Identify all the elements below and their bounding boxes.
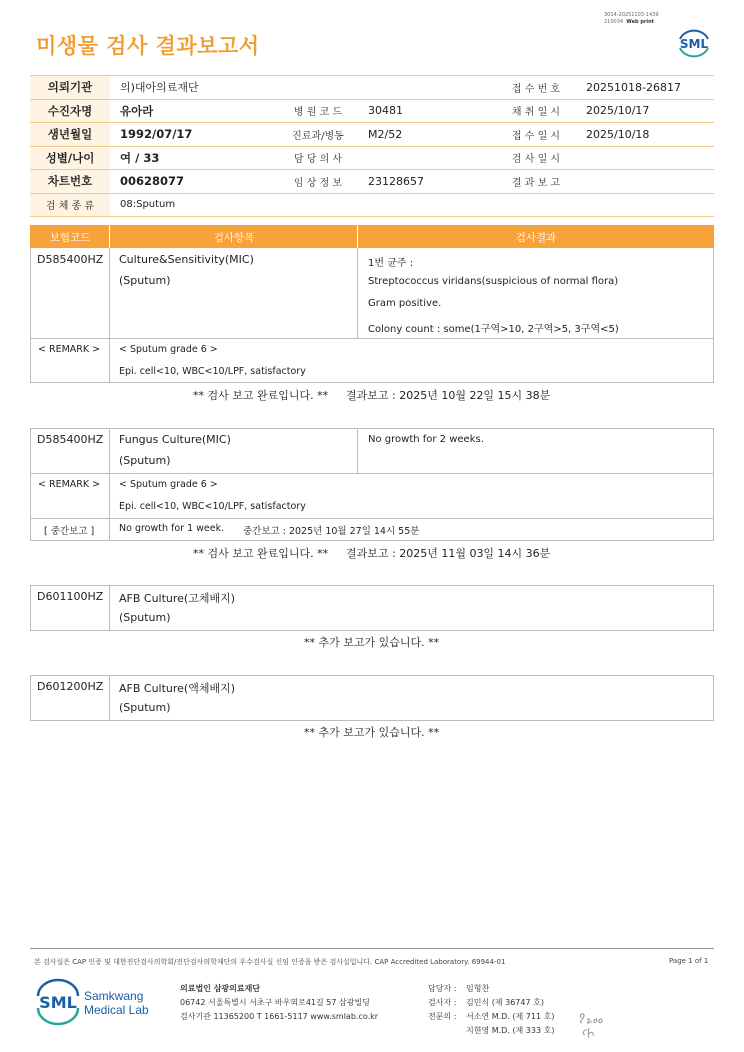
sex-age-value: 여 / 33 xyxy=(110,146,278,170)
collect-date-value: 2025/10/17 xyxy=(576,99,714,123)
institution-name: 의료법인 삼광의료재단 xyxy=(180,984,261,993)
patient-row xyxy=(30,170,714,194)
interim-text: No growth for 1 week. xyxy=(119,523,225,534)
patient-row xyxy=(30,99,714,123)
test-item-specimen: (Sputum) xyxy=(119,454,171,467)
name-value: 유아라 xyxy=(110,99,278,123)
accreditation-note: 본 검사실은 CAP 인증 및 대한진단검사의학회/진단검사의학재단의 우수검사실 신임 인증을 받은 검사실입니다. CAP Accredited Laboratory. 69944-01 xyxy=(34,958,506,966)
institution-address: 06742 서울특별시 서초구 바우뫼로41길 57 삼광빌딩 xyxy=(180,998,370,1007)
clinical-label: 임 상 정 보 xyxy=(278,170,358,194)
sml-logo xyxy=(676,26,712,60)
specimen-value: 08:Sputum xyxy=(110,193,714,217)
chart-no-value: 00628077 xyxy=(110,170,278,194)
manager-name: 임형찬 xyxy=(466,984,490,993)
requester-value: 의)대아의료재단 xyxy=(110,76,496,100)
chart-no-label: 차트번호 xyxy=(30,170,110,194)
collect-date-label: 채 취 일 시 xyxy=(496,99,576,123)
samkwang-logo-line2: Medical Lab xyxy=(84,1003,149,1017)
institution-contact: 검사기관 11365200 T 1661-5117 www.smlab.co.kr xyxy=(180,1012,379,1021)
receive-date-label: 접 수 일 시 xyxy=(496,123,576,147)
test-date-value xyxy=(576,146,714,170)
result-line: 1번 균주 : xyxy=(368,258,414,269)
name-label: 수진자명 xyxy=(30,99,110,123)
header-item: 검사항목 xyxy=(213,232,255,244)
remark-label: < REMARK > xyxy=(38,344,101,355)
test-code: D601200HZ xyxy=(37,680,104,693)
report-label: 결 과 보 고 xyxy=(496,170,576,194)
header-result: 검사결과 xyxy=(515,232,557,244)
result-line: Gram positive. xyxy=(368,298,442,309)
result-line: Colony count : some(1구역>10, 2구역>5, 3구역<5) xyxy=(368,324,619,335)
test-code: D585400HZ xyxy=(37,433,104,446)
receipt-no-label: 접 수 번 호 xyxy=(496,76,576,100)
handwritten-signature xyxy=(577,1010,609,1040)
page-number: Page 1 of 1 xyxy=(669,957,709,965)
patient-row xyxy=(30,76,714,100)
report-time: 결과보고 : 2025년 11월 03일 14시 36분 xyxy=(346,547,551,560)
result-line: Streptococcus viridans(suspicious of normal flora) xyxy=(368,276,619,287)
requester-label: 의뢰기관 xyxy=(30,76,110,100)
test-item-name: Culture&Sensitivity(MIC) xyxy=(119,253,254,266)
samkwang-logo-line1: Samkwang xyxy=(84,989,144,1003)
patient-info-table xyxy=(30,75,714,217)
clinical-value: 23128657 xyxy=(358,170,496,194)
report-value xyxy=(576,170,714,194)
print-stamp-type: Web print xyxy=(626,19,655,25)
doctor-value xyxy=(358,146,496,170)
specialist-name: 서소연 M.D. (제 711 호) xyxy=(466,1012,555,1021)
interim-label: [ 중간보고 ] xyxy=(44,526,95,537)
hospital-code-value: 30481 xyxy=(358,99,496,123)
manager-label: 담당자 : xyxy=(428,984,457,993)
remark-label: < REMARK > xyxy=(38,479,101,490)
patient-row xyxy=(30,123,714,147)
hospital-code-label: 병 원 코 드 xyxy=(278,99,358,123)
results-header xyxy=(30,225,714,248)
dob-label: 생년월일 xyxy=(30,123,110,147)
dob-value: 1992/07/17 xyxy=(110,123,278,147)
test-item-specimen: (Sputum) xyxy=(119,274,171,287)
staff-info xyxy=(428,982,554,1038)
dept-label: 진료과/병동 xyxy=(278,123,358,147)
test-code: D601100HZ xyxy=(37,590,104,603)
test-date-label: 검 사 일 시 xyxy=(496,146,576,170)
page-title: 미생물 검사 결과보고서 xyxy=(36,34,260,58)
test-item-name: AFB Culture(고체배지) xyxy=(119,592,236,605)
tester-name: 김민식 (제 36747 호) xyxy=(466,998,544,1007)
report-status: ** 검사 보고 완료입니다. ** xyxy=(193,389,329,402)
test-item-name: AFB Culture(액체배지) xyxy=(119,682,236,695)
specialist-name: 지현영 M.D. (제 333 호) xyxy=(466,1026,555,1035)
samkwang-logo-mark: SML xyxy=(39,993,77,1012)
test-item-specimen: (Sputum) xyxy=(119,701,171,714)
doctor-label: 담 당 의 사 xyxy=(278,146,358,170)
specialist-label: 전문의 : xyxy=(428,1012,457,1021)
print-stamp xyxy=(604,12,659,26)
receipt-no-value: 20251018-26817 xyxy=(576,76,714,100)
header-code: 보험코드 xyxy=(49,232,91,244)
institution-info xyxy=(180,982,378,1024)
test-item-name: Fungus Culture(MIC) xyxy=(119,433,231,446)
dept-value: M2/52 xyxy=(358,123,496,147)
sex-age-label: 성별/나이 xyxy=(30,146,110,170)
print-stamp-code: 210034 xyxy=(604,19,624,25)
report-status: ** 추가 보고가 있습니다. ** xyxy=(304,636,440,649)
receive-date-value: 2025/10/18 xyxy=(576,123,714,147)
remark-line: Epi. cell<10, WBC<10/LPF, satisfactory xyxy=(119,366,306,377)
test-item-specimen: (Sputum) xyxy=(119,611,171,624)
report-time: 결과보고 : 2025년 10월 22일 15시 38분 xyxy=(346,389,551,402)
report-status: ** 추가 보고가 있습니다. ** xyxy=(304,726,440,739)
remark-line: < Sputum grade 6 > xyxy=(119,344,218,355)
tester-label: 검사자 : xyxy=(428,998,457,1007)
patient-row xyxy=(30,193,714,217)
report-status: ** 검사 보고 완료입니다. ** xyxy=(193,547,329,560)
patient-row xyxy=(30,146,714,170)
specimen-label: 검 체 종 류 xyxy=(30,193,110,217)
test-code: D585400HZ xyxy=(37,253,104,266)
samkwang-logo xyxy=(36,978,160,1028)
interim-time: 중간보고 : 2025년 10월 27일 14시 55분 xyxy=(243,526,420,537)
footer-divider xyxy=(30,948,714,949)
sml-logo-text: SML xyxy=(679,37,709,51)
remark-line: Epi. cell<10, WBC<10/LPF, satisfactory xyxy=(119,501,306,512)
result-line: No growth for 2 weeks. xyxy=(368,434,484,445)
remark-line: < Sputum grade 6 > xyxy=(119,479,218,490)
print-stamp-line1: 3014-20251103-1439 xyxy=(604,12,659,18)
